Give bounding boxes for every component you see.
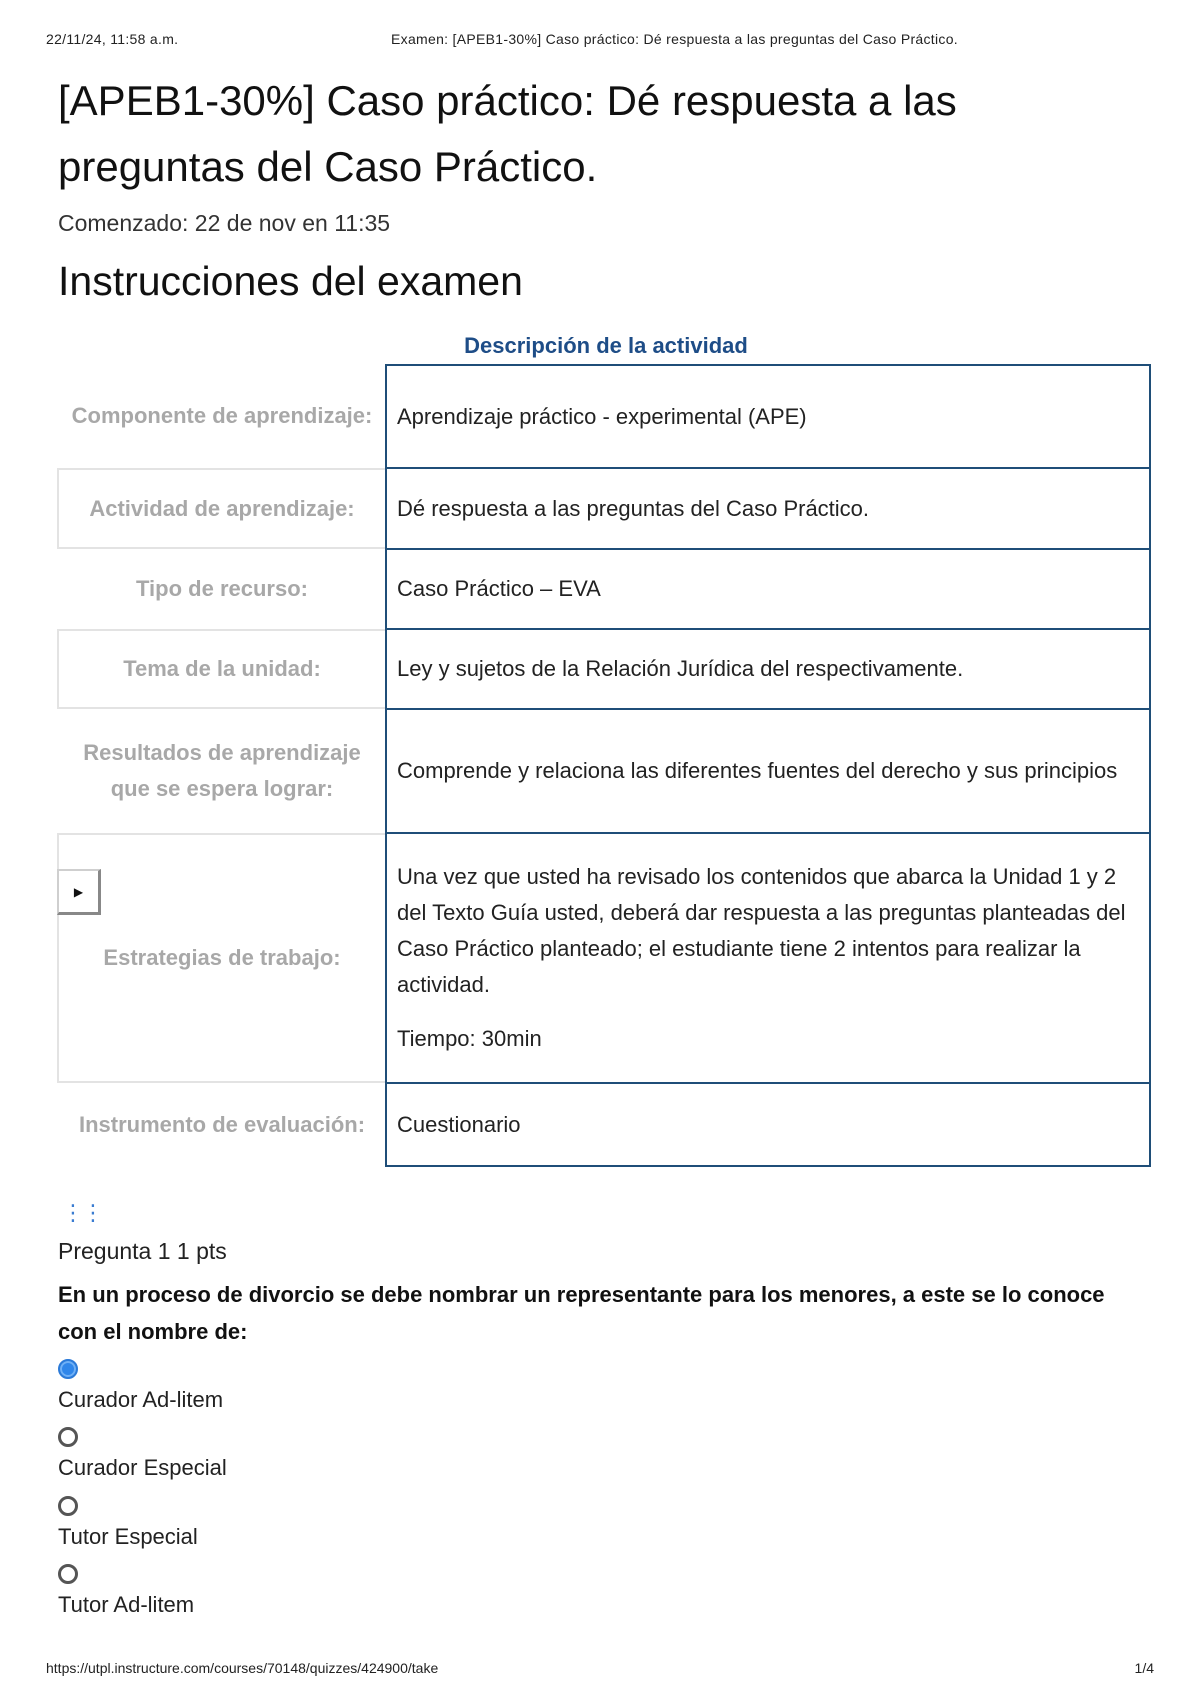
print-date: 22/11/24, 11:58 a.m. (46, 31, 179, 47)
answer-option-label[interactable]: Tutor Ad-litem (58, 1592, 195, 1617)
print-doc-title: Examen: [APEB1-30%] Caso práctico: Dé respuesta a las preguntas del Caso Práctico. (391, 31, 958, 47)
answer-option-label[interactable]: Curador Ad-litem (58, 1387, 224, 1412)
table-row (57, 1083, 1151, 1167)
page-url: https://utpl.instructure.com/courses/70148/quizzes/424900/take (46, 1660, 439, 1676)
table-row (57, 833, 1151, 1083)
row-value (385, 364, 1151, 468)
instructions-heading: Instrucciones del examen (58, 258, 523, 304)
row-label: Actividad de aprendizaje: (57, 468, 385, 549)
started-timestamp: Comenzado: 22 de nov en 11:35 (58, 210, 391, 236)
table-row (57, 468, 1151, 549)
answer-option-label[interactable]: Tutor Especial (58, 1524, 198, 1549)
row-label: Estrategias de trabajo: (57, 833, 385, 1083)
row-value (385, 709, 1151, 833)
row-value-text: Dé respuesta a las preguntas del Caso Práctico. (397, 495, 870, 521)
page-title: [APEB1-30%] Caso práctico: Dé respuesta a las preguntas del Caso Práctico. (58, 77, 957, 190)
row-value (385, 1083, 1151, 1167)
row-value (385, 833, 1151, 1083)
print-header (46, 31, 1154, 51)
radio-selected-icon[interactable] (58, 1359, 78, 1379)
row-label: Tipo de recurso: (136, 576, 308, 601)
question-text: En un proceso de divorcio se debe nombrar un representante para los menores, a este se lo conoce con el nombre de: (58, 1282, 1105, 1344)
row-value-text: Una vez que usted ha revisado los contenidos que abarca la Unidad 1 y 2 del Texto Guía usted, deberá dar respuesta a las preguntas planteadas del Caso Práctico planteado; el estudiante tiene 2 intentos para realizar la actividad. (397, 864, 1126, 997)
row-value-text: Aprendizaje práctico - experimental (APE) (397, 403, 807, 429)
row-label: Componente de aprendizaje: (71, 403, 373, 428)
row-label: Instrumento de evaluación: (78, 1112, 366, 1137)
table-row (57, 629, 1151, 709)
row-value-text: Ley y sujetos de la Relación Jurídica del respectivamente. (397, 656, 964, 681)
play-triangle-icon: ▶ (73, 884, 84, 899)
row-value-text: Caso Práctico – EVA (397, 576, 601, 601)
radio-icon[interactable] (58, 1427, 78, 1447)
row-label: Resultados de aprendizaje que se espera lograr: (83, 740, 361, 801)
table-row (57, 364, 1151, 468)
table-row (57, 549, 1151, 629)
table-row (57, 709, 1151, 833)
row-value-text: Comprende y relaciona las diferentes fuentes del derecho y sus principios (397, 758, 1118, 783)
row-value (385, 549, 1151, 629)
page-number: 1/4 (1134, 1660, 1154, 1676)
row-label: Tema de la unidad: (57, 629, 385, 709)
question-header: Pregunta 1 1 pts (58, 1238, 227, 1264)
row-value (385, 629, 1151, 709)
drag-handle-icon[interactable]: ⋮⋮ (62, 1200, 102, 1225)
table-caption: Descripción de la actividad (464, 333, 748, 358)
row-value (385, 468, 1151, 549)
answer-option-label[interactable]: Curador Especial (58, 1455, 227, 1480)
expand-button[interactable] (57, 869, 101, 915)
row-value-text: Cuestionario (397, 1111, 521, 1137)
radio-icon[interactable] (58, 1496, 78, 1516)
radio-icon[interactable] (58, 1564, 78, 1584)
row-value-time: Tiempo: 30min (397, 1026, 542, 1051)
